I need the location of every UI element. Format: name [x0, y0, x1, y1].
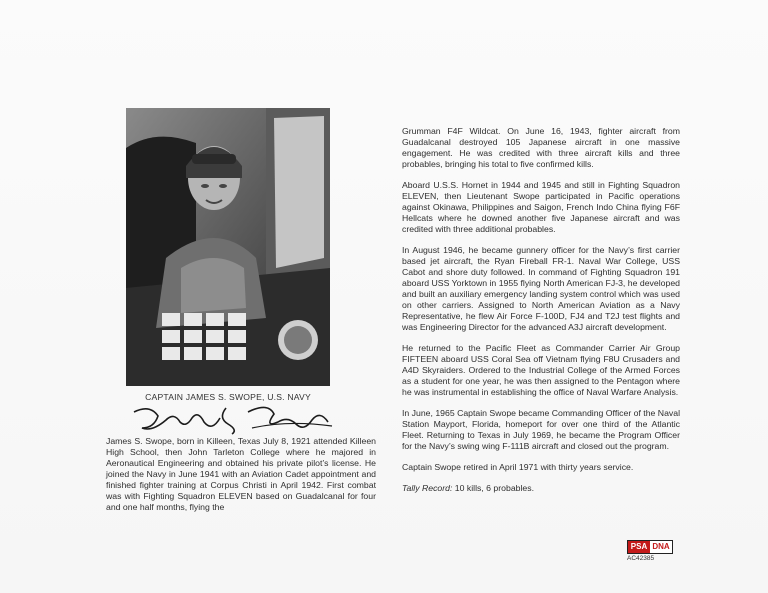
tally-record [402, 483, 680, 494]
pilot-photo [126, 108, 330, 386]
biography-paragraph: Captain Swope retired in April 1971 with thirty years service. [402, 462, 634, 472]
biography-paragraph: Grumman F4F Wildcat. On June 16, 1943, fighter aircraft from Guadalcanal destroyed 105 Japanese aircraft in one massive engagement. He was credited with three aircraft kills and three probables, bringing his total to five confirmed kills. [402, 126, 680, 169]
certificate-number: AC42385 [627, 555, 655, 562]
biography-paragraph: He returned to the Pacific Fleet as Commander Carrier Air Group FIFTEEN aboard USS Coral Sea off Vietnam flying F8U Crusaders and A4D Skyraiders. Ordered to the Industrial College of the Armed Forces as a student for one year, he was then assigned to the Pentagon where he was instrumental in establishing the office of Naval Warfare Analysis. [402, 343, 680, 397]
pilot-photo-illustration [126, 108, 330, 386]
psa-dna-logo [627, 540, 673, 554]
biography-paragraph: Aboard U.S.S. Hornet in 1944 and 1945 and still in Fighting Squadron ELEVEN, then Lieutenant Swope participated in Pacific operations against Okinawa, Philippines and Saigon, French Indo China flying F6F Hellcats where he downed another five Japanese aircraft and was credited with three additional probables. [402, 180, 680, 234]
biography-paragraph: In June, 1965 Captain Swope became Commanding Officer of the Naval Station Mayport, Florida, homeport for over one third of the Atlantic Fleet. Returning to Texas in July 1969, he became the Program Officer for the Navy’s swing wing F-111B aircraft and closed out the program. [402, 408, 680, 451]
biography-left-column [106, 436, 376, 523]
dna-logo-text: DNA [650, 541, 672, 553]
tally-value: 10 kills, 6 probables. [452, 483, 535, 493]
photo-caption: CAPTAIN JAMES S. SWOPE, U.S. NAVY [145, 392, 311, 402]
tally-label: Tally Record: [402, 483, 453, 493]
biography-right-column [402, 126, 680, 504]
biography-paragraph: James S. Swope, born in Killeen, Texas July 8, 1921 attended Killeen High School, then John Tarleton College where he majored in Aeronautical Engineering and obtained his private pilot’s license. He joined the Navy in June 1941 with an Aviation Cadet appointment and finished fighter training at Corpus Christi in April 1942. First combat was with Fighting Squadron ELEVEN based on Guadalcanal for four and one half months, flying the [106, 436, 376, 512]
psa-logo-text: PSA [628, 541, 650, 553]
biography-paragraph: In August 1946, he became gunnery officer for the Navy’s first carrier based jet aircraft, the Ryan Fireball FR-1. Naval War College, USS Cabot and shore duty followed. In command of Fighting Squadron 191 aboard USS Yorktown in 1955 flying North American FJ-3, he developed and built an auxiliary emergency landing system control which was used on other carriers. Assigned to North American Aviation as a Navy Representative, he flew Air Force F-100D, FJ4 and T2J test flights and was Engineering Director for the advanced A3J aircraft development. [402, 245, 680, 332]
handwritten-signature [128, 398, 338, 440]
